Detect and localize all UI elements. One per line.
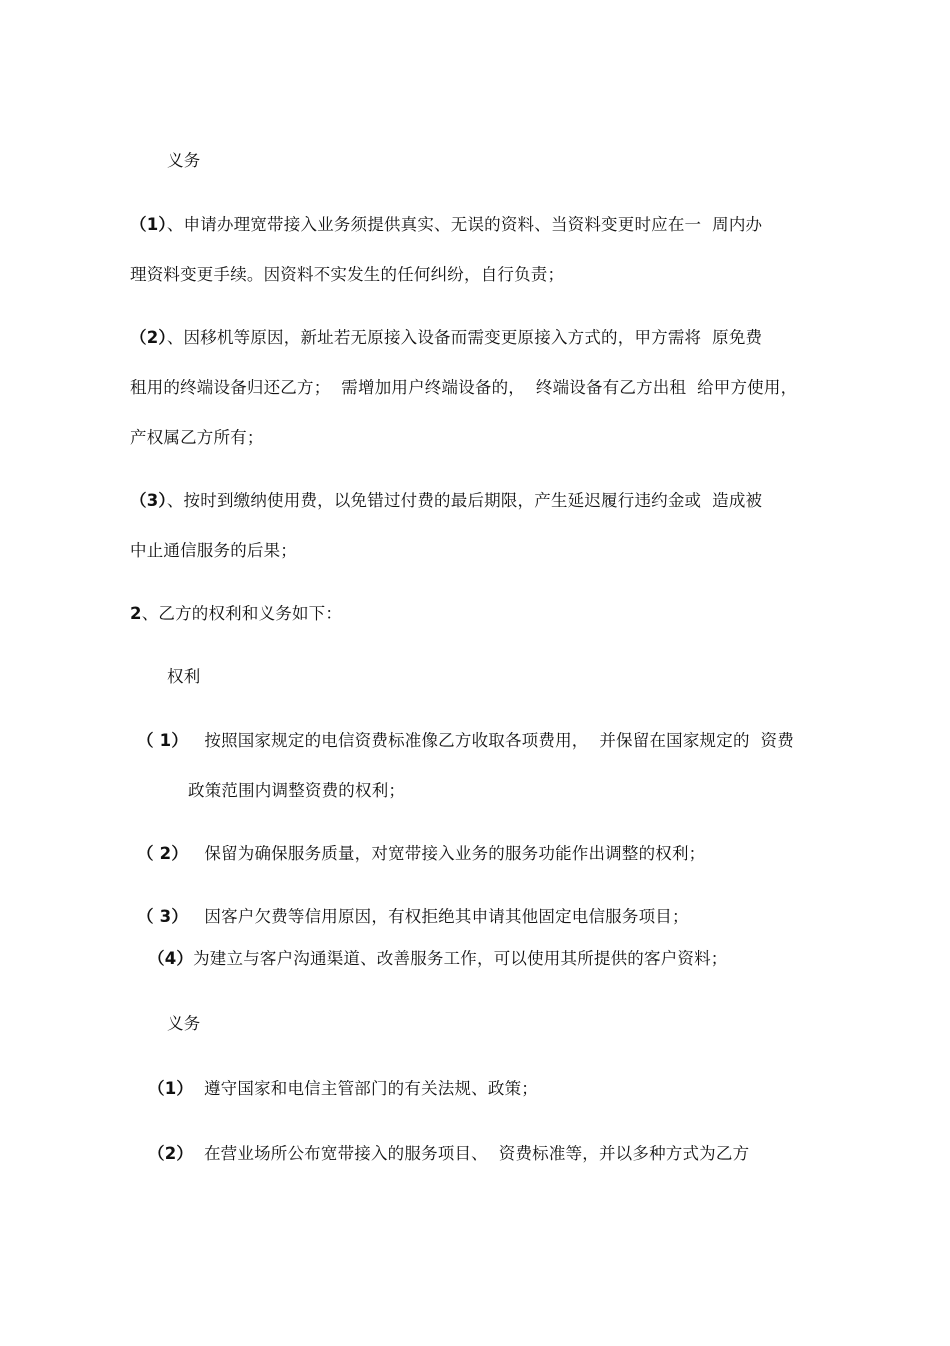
paragraph-line: （ 1） 按照国家规定的电信资费标准像乙方收取各项费用， 并保留在国家规定的 资费: [137, 731, 794, 750]
paragraph-line: 政策范围内调整资费的权利；: [188, 781, 406, 800]
paragraph-line: 理资料变更手续。因资料不实发生的任何纠纷，自行负责；: [130, 265, 565, 284]
paragraph-line: （4）为建立与客户沟通渠道、改善服务工作，可以使用其所提供的客户资料；: [148, 949, 728, 968]
section-heading-obligations: 义务: [167, 151, 201, 170]
section-heading-rights: 权利: [167, 667, 201, 686]
paragraph-line: （2） 在营业场所公布宽带接入的服务项目、 资费标准等，并以多种方式为乙方: [148, 1144, 750, 1163]
section-heading-obligations: 义务: [167, 1014, 201, 1033]
section-heading-party-b: 2、乙方的权利和义务如下：: [130, 604, 343, 623]
paragraph-line: （1）、申请办理宽带接入业务须提供真实、无误的资料、当资料变更时应在一 周内办: [130, 215, 763, 234]
paragraph-line: （2）、因移机等原因，新址若无原接入设备而需变更原接入方式的，甲方需将 原免费: [130, 328, 763, 347]
paragraph-line: 租用的终端设备归还乙方； 需增加用户终端设备的， 终端设备有乙方出租 给甲方使用，: [130, 378, 798, 397]
paragraph-line: （1） 遵守国家和电信主管部门的有关法规、政策；: [148, 1079, 538, 1098]
paragraph-line: （3）、按时到缴纳使用费，以免错过付费的最后期限，产生延迟履行违约金或 造成被: [130, 491, 763, 510]
paragraph-line: 产权属乙方所有；: [130, 428, 264, 447]
paragraph-line: 中止通信服务的后果；: [130, 541, 297, 560]
paragraph-line: （ 3） 因客户欠费等信用原因，有权拒绝其申请其他固定电信服务项目；: [137, 907, 689, 926]
paragraph-line: （ 2） 保留为确保服务质量，对宽带接入业务的服务功能作出调整的权利；: [137, 844, 706, 863]
